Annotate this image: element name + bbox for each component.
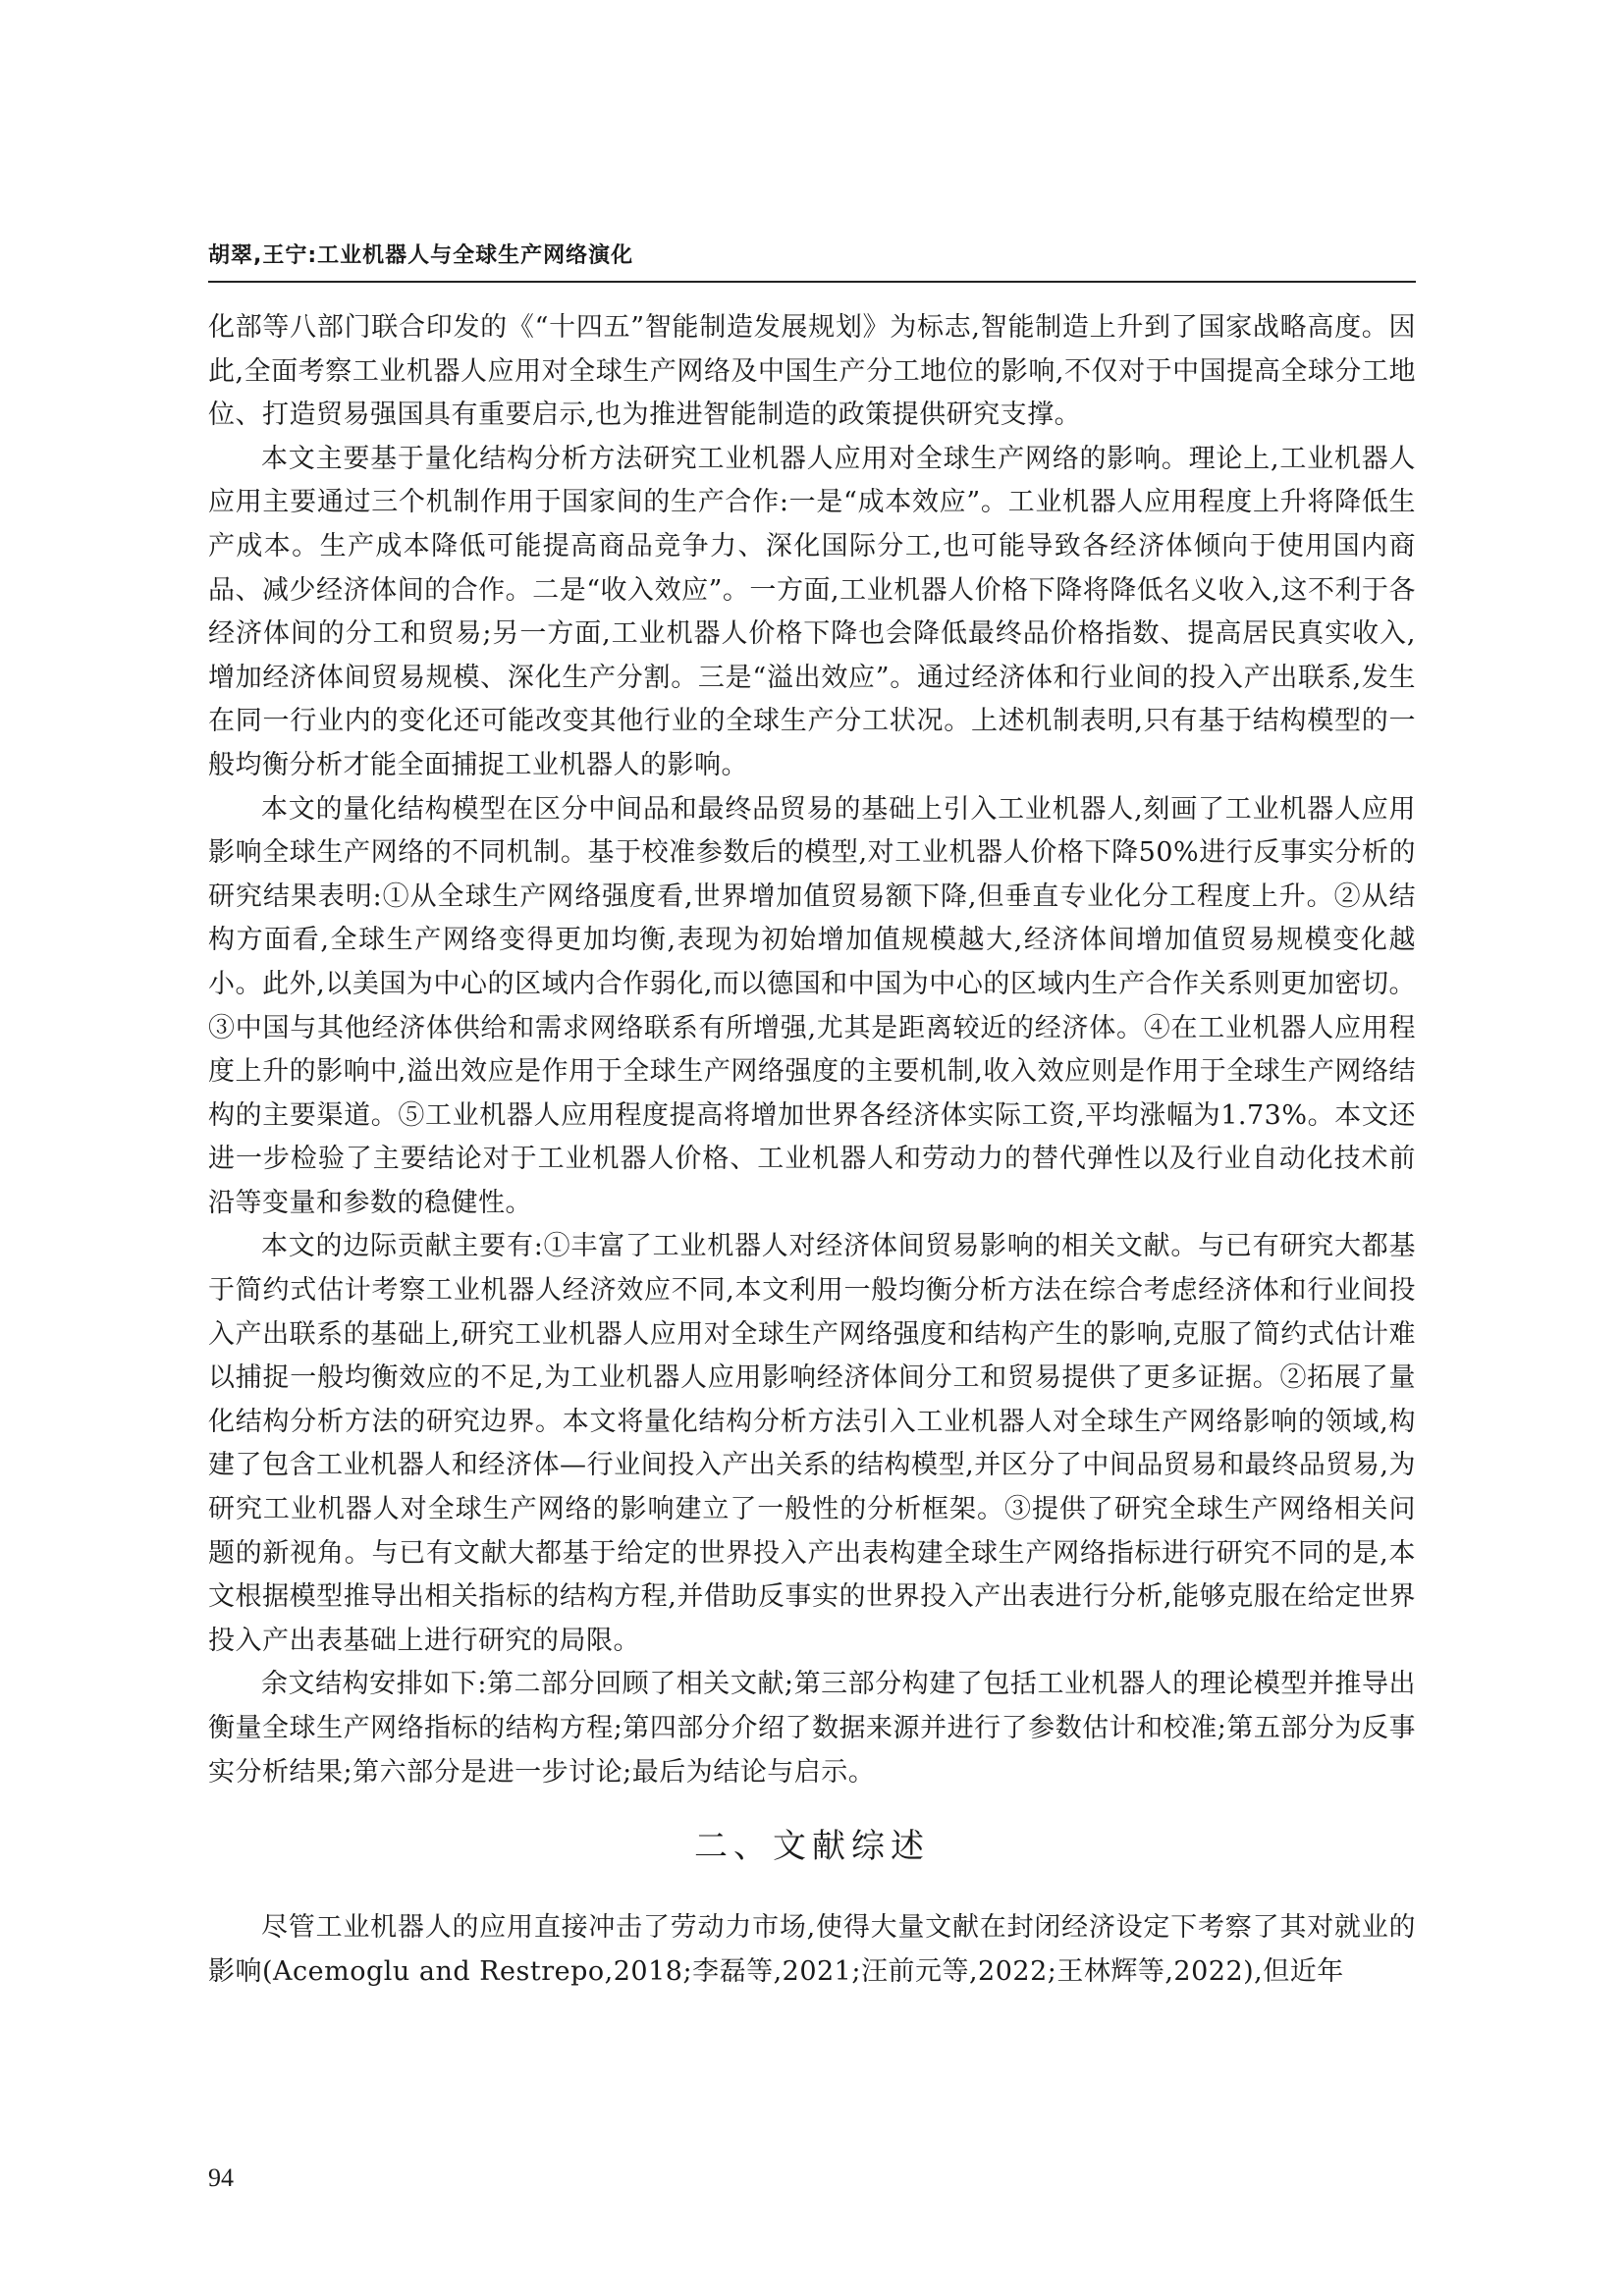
paragraph-1: 化部等八部门联合印发的《“十四五”智能制造发展规划》为标志,智能制造上升到了国家战略高度。因此,全面考察工业机器人应用对全球生产网络及中国生产分工地位的影响,不仅对于中国提高全球分工地位、打造贸易强国具有重要启示,也为推进智能制造的政策提供研究支撑。 [208,312,1416,431]
article-body [208,306,1416,1994]
paragraph-3: 本文的量化结构模型在区分中间品和最终品贸易的基础上引入工业机器人,刻画了工业机器人应用影响全球生产网络的不同机制。基于校准参数后的模型,对工业机器人价格下降50%进行反事实分析的研究结果表明:①从全球生产网络强度看,世界增加值贸易额下降,但垂直专业化分工程度上升。②从结构方面看,全球生产网络变得更加均衡,表现为初始增加值规模越大,经济体间增加值贸易规模变化越小。此外,以美国为中心的区域内合作弱化,而以德国和中国为中心的区域内生产合作关系则更加密切。③中国与其他经济体供给和需求网络联系有所增强,尤其是距离较近的经济体。④在工业机器人应用程度上升的影响中,溢出效应是作用于全球生产网络强度的主要机制,收入效应则是作用于全球生产网络结构的主要渠道。⑤工业机器人应用程度提高将增加世界各经济体实际工资,平均涨幅为1.73%。本文还进一步检验了主要结论对于工业机器人价格、工业机器人和劳动力的替代弹性以及行业自动化技术前沿等变量和参数的稳健性。 [208,793,1416,1218]
section-paragraph-1: 尽管工业机器人的应用直接冲击了劳动力市场,使得大量文献在封闭经济设定下考察了其对就业的影响(Acemoglu and Restrepo,2018;李磊等,2021;汪前元等,2022;王林辉等,2022),但近年 [208,1912,1416,1987]
header-rule [208,281,1416,283]
running-title: 胡翠,王宁:工业机器人与全球生产网络演化 [208,243,634,268]
section-heading: 二、文献综述 [694,1827,930,1867]
page-number: 94 [208,2163,234,2192]
paragraph-4: 本文的边际贡献主要有:①丰富了工业机器人对经济体间贸易影响的相关文献。与已有研究大都基于简约式估计考察工业机器人经济效应不同,本文利用一般均衡分析方法在综合考虑经济体和行业间投入产出联系的基础上,研究工业机器人应用对全球生产网络强度和结构产生的影响,克服了简约式估计难以捕捉一般均衡效应的不足,为工业机器人应用影响经济体间分工和贸易提供了更多证据。②拓展了量化结构分析方法的研究边界。本文将量化结构分析方法引入工业机器人对全球生产网络影响的领域,构建了包含工业机器人和经济体—行业间投入产出关系的结构模型,并区分了中间品贸易和最终品贸易,为研究工业机器人对全球生产网络的影响建立了一般性的分析框架。③提供了研究全球生产网络相关问题的新视角。与已有文献大都基于给定的世界投入产出表构建全球生产网络指标进行研究不同的是,本文根据模型推导出相关指标的结构方程,并借助反事实的世界投入产出表进行分析,能够克服在给定世界投入产出表基础上进行研究的局限。 [208,1231,1416,1656]
running-header [208,241,1416,281]
paragraph-5: 余文结构安排如下:第二部分回顾了相关文献;第三部分构建了包括工业机器人的理论模型并推导出衡量全球生产网络指标的结构方程;第四部分介绍了数据来源并进行了参数估计和校准;第五部分为反事实分析结果;第六部分是进一步讨论;最后为结论与启示。 [208,1669,1416,1788]
paragraph-2: 本文主要基于量化结构分析方法研究工业机器人应用对全球生产网络的影响。理论上,工业机器人应用主要通过三个机制作用于国家间的生产合作:一是“成本效应”。工业机器人应用程度上升将降低生产成本。生产成本降低可能提高商品竞争力、深化国际分工,也可能导致各经济体倾向于使用国内商品、减少经济体间的合作。二是“收入效应”。一方面,工业机器人价格下降将降低名义收入,这不利于各经济体间的分工和贸易;另一方面,工业机器人价格下降也会降低最终品价格指数、提高居民真实收入,增加经济体间贸易规模、深化生产分割。三是“溢出效应”。通过经济体和行业间的投入产出联系,发生在同一行业内的变化还可能改变其他行业的全球生产分工状况。上述机制表明,只有基于结构模型的一般均衡分析才能全面捕捉工业机器人的影响。 [208,443,1416,780]
